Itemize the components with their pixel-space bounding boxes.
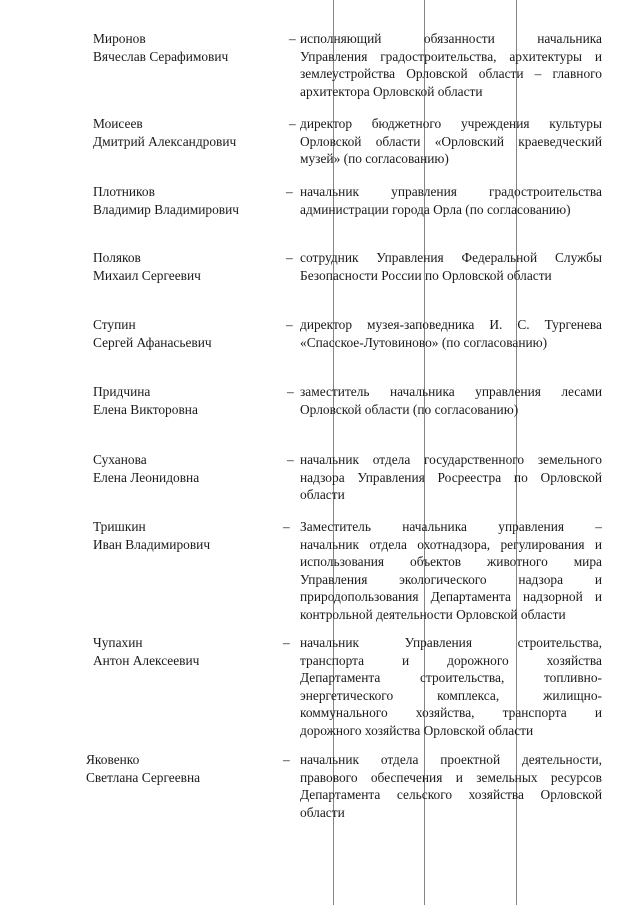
member-position: [300, 451, 602, 504]
position-line: Департамента сельского хозяйства Орловской: [300, 787, 602, 802]
member-name: [93, 249, 293, 284]
member-given-names: Дмитрий Александрович: [93, 133, 237, 149]
member-given-names: Сергей Афанасьевич: [93, 334, 212, 350]
member-surname: Поляков: [93, 250, 141, 265]
position-line: землеустройства Орловской области – главного: [300, 66, 602, 81]
position-line: директор бюджетного учреждения культуры: [300, 116, 602, 131]
member-position: [300, 383, 602, 418]
member-position: [300, 183, 602, 218]
position-line: транспорта и дорожного хозяйства: [300, 652, 602, 668]
position-line: музей» (по согласованию): [300, 151, 449, 166]
position-line: энергетического комплекса, жилищно-: [300, 687, 602, 703]
dash-separator: –: [289, 31, 296, 46]
member-name: [93, 383, 293, 418]
member-given-names: Светлана Сергеевна: [86, 769, 201, 785]
member-name: [93, 316, 293, 351]
member-name: [86, 751, 286, 786]
member-surname: Миронов: [93, 31, 146, 46]
member-position: [300, 634, 602, 739]
position-line: природопользования Департамента надзорной и: [300, 589, 602, 604]
member-surname: Моисеев: [93, 116, 143, 131]
position-line: исполняющий обязанности начальника: [300, 31, 602, 46]
dash-separator: –: [286, 250, 293, 265]
position-line: директор музея-заповедника И. С. Тургенева: [300, 317, 602, 332]
position-line: «Спасское-Лутовиново» (по согласованию): [300, 334, 548, 350]
position-line: начальник отдела охотнадзора, регулирования и: [300, 536, 602, 552]
member-name: [93, 183, 293, 218]
member-surname: Плотников: [93, 184, 155, 199]
position-line: контрольной деятельности Орловской области: [300, 606, 566, 622]
member-position: [300, 316, 602, 351]
member-position: [300, 518, 602, 623]
position-line: Заместитель начальника управления –: [300, 519, 602, 534]
member-name: [93, 30, 293, 65]
member-surname: Яковенко: [86, 752, 140, 767]
member-position: [300, 751, 602, 821]
position-line: начальник отдела проектной деятельности,: [300, 752, 602, 767]
position-line: начальник управления градостроительства: [300, 184, 602, 199]
position-line: начальник Управления строительства,: [300, 635, 602, 650]
position-line: Управления экологического надзора и: [300, 571, 602, 587]
member-name: [93, 451, 293, 486]
position-line: Управления градостроительства, архитектуры и: [300, 48, 602, 64]
dash-separator: –: [283, 519, 290, 534]
position-line: Безопасности России по Орловской области: [300, 267, 552, 283]
position-line: надзора Управления Росреестра по Орловской: [300, 469, 602, 485]
position-line: архитектора Орловской области: [300, 83, 483, 99]
member-given-names: Владимир Владимирович: [93, 201, 240, 217]
member-name: [93, 634, 293, 669]
position-line: использования объектов животного мира: [300, 554, 602, 569]
member-given-names: Михаил Сергеевич: [93, 267, 201, 283]
member-position: [300, 115, 602, 168]
member-name: [93, 518, 293, 553]
position-line: сотрудник Управления Федеральной Службы: [300, 250, 602, 265]
member-surname: Ступин: [93, 317, 136, 332]
dash-separator: –: [287, 452, 294, 467]
member-surname: Чупахин: [93, 635, 143, 650]
member-surname: Суханова: [93, 452, 147, 467]
position-line: области: [300, 804, 345, 820]
member-given-names: Антон Алексеевич: [93, 652, 200, 668]
member-position: [300, 249, 602, 284]
position-line: правового обеспечения и земельных ресурсов: [300, 769, 602, 785]
member-given-names: Елена Викторовна: [93, 401, 198, 417]
member-given-names: Вячеслав Серафимович: [93, 48, 229, 64]
dash-separator: –: [289, 116, 296, 131]
member-name: [93, 115, 293, 150]
member-surname: Придчина: [93, 384, 151, 399]
position-line: Орловской области «Орловский краеведческий: [300, 133, 602, 149]
dash-separator: –: [286, 317, 293, 332]
dash-separator: –: [283, 635, 290, 650]
dash-separator: –: [287, 384, 294, 399]
position-line: дорожного хозяйства Орловской области: [300, 722, 534, 738]
position-line: начальник отдела государственного земельного: [300, 452, 602, 467]
dash-separator: –: [286, 184, 293, 199]
position-line: администрации города Орла (по согласованию): [300, 201, 571, 217]
position-line: коммунального хозяйства, транспорта и: [300, 705, 602, 720]
position-line: Орловской области (по согласованию): [300, 401, 519, 417]
dash-separator: –: [283, 752, 290, 767]
member-position: [300, 30, 602, 100]
position-line: области: [300, 487, 345, 502]
member-given-names: Иван Владимирович: [93, 536, 211, 552]
member-surname: Тришкин: [93, 519, 146, 534]
position-line: заместитель начальника управления лесами: [300, 384, 602, 399]
position-line: Департамента строительства, топливно-: [300, 670, 602, 685]
member-given-names: Елена Леонидовна: [93, 469, 200, 485]
